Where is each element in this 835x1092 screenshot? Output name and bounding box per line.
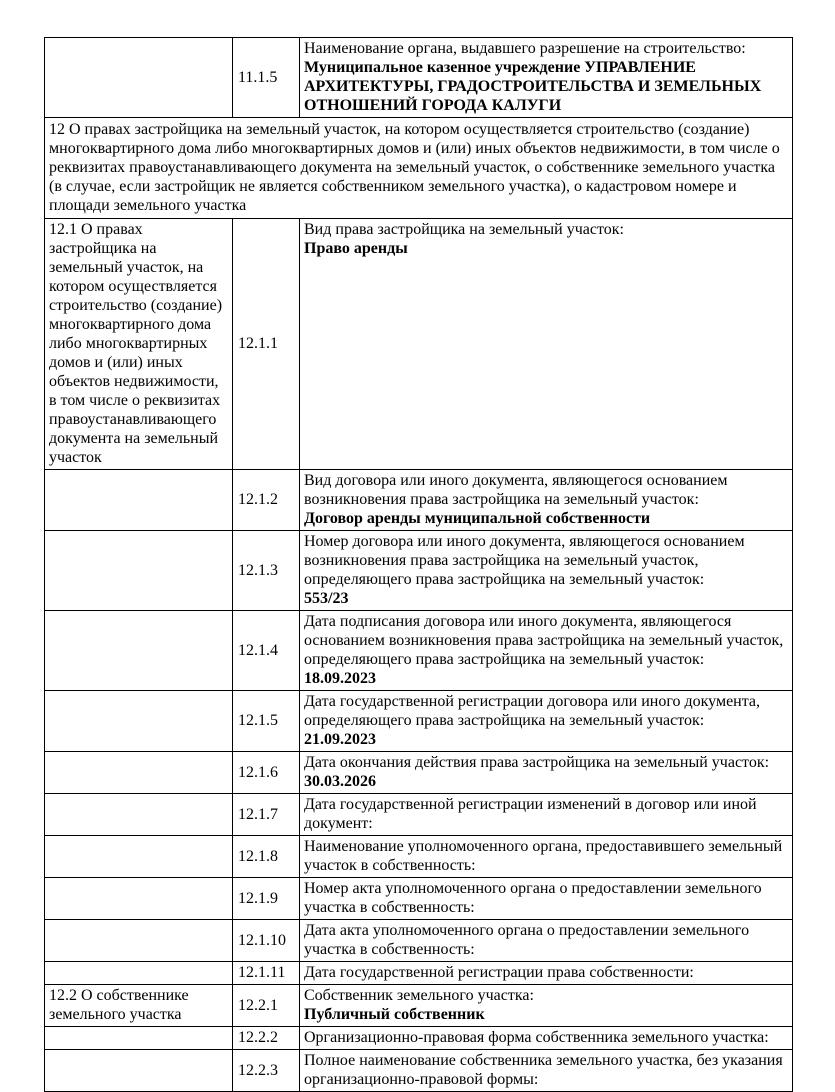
row-left-note: 12.2 О собственнике земельного участка	[45, 985, 233, 1027]
row-left-note: 12.1 О правах застройщика на земельный участок, на котором осуществляется строительство (создание) многоквартирного дома либо многоквартирных домов и (или) иных объектов недвижимости, в том числе о реквизитах правоустанавливающего документа на земельный участок	[45, 219, 233, 470]
row-left-note	[45, 38, 233, 118]
table-row	[45, 219, 793, 470]
table-row	[45, 794, 793, 836]
table-row	[45, 920, 793, 962]
row-left-note	[45, 962, 233, 985]
row-value: 553/23	[304, 590, 349, 607]
document-table	[44, 37, 793, 1092]
table-row	[45, 1027, 793, 1050]
row-number: 12.1.10	[233, 920, 300, 962]
row-label: Дата акта уполномоченного органа о предоставлении земельного участка в собственность:	[304, 922, 750, 958]
table-row	[45, 38, 793, 118]
row-number: 12.2.1	[233, 985, 300, 1027]
row-left-note	[45, 878, 233, 920]
row-number: 12.1.2	[233, 470, 300, 531]
row-label: Номер акта уполномоченного органа о предоставлении земельного участка в собственность:	[304, 880, 762, 916]
row-number: 12.1.11	[233, 962, 300, 985]
row-number: 12.1.5	[233, 691, 300, 752]
row-label: Дата окончания действия права застройщика на земельный участок:	[304, 754, 770, 771]
row-label: Наименование органа, выдавшего разрешение на строительство:	[304, 40, 746, 57]
row-left-note	[45, 920, 233, 962]
row-left-note	[45, 794, 233, 836]
row-value: 30.03.2026	[304, 773, 376, 790]
table-row	[45, 691, 793, 752]
row-left-note	[45, 1050, 233, 1092]
table-row	[45, 531, 793, 611]
row-number: 12.1.6	[233, 752, 300, 794]
row-label: Вид договора или иного документа, являющегося основанием возникновения права застройщика на земельный участок:	[304, 472, 728, 508]
row-value: 18.09.2023	[304, 670, 376, 687]
table-row	[45, 752, 793, 794]
row-number: 12.1.4	[233, 611, 300, 691]
row-left-note	[45, 691, 233, 752]
row-number: 12.2.3	[233, 1050, 300, 1092]
table-row	[45, 836, 793, 878]
row-label: Собственник земельного участка:	[304, 987, 534, 1004]
row-label: Дата государственной регистрации договора или иного документа, определяющего права застройщика на земельный участок:	[304, 693, 761, 729]
section-header: 12 О правах застройщика на земельный участок, на котором осуществляется строительство (создание) многоквартирного дома либо многоквартирных домов и (или) иных объектов недвижимости, в том числе о реквизитах правоустанавливающего документа на земельный участок, о собственнике земельного участка (в случае, если застройщик не является собственником земельного участка), о кадастровом номере и площади земельного участка	[45, 118, 793, 219]
row-value: 21.09.2023	[304, 731, 376, 748]
row-label: Наименование уполномоченного органа, предоставившего земельный участок в собственность:	[304, 838, 783, 874]
row-number: 12.1.8	[233, 836, 300, 878]
row-number: 12.1.9	[233, 878, 300, 920]
table-row	[45, 878, 793, 920]
row-label: Полное наименование собственника земельного участка, без указания организационно-правовой формы:	[304, 1052, 783, 1088]
row-label: Вид права застройщика на земельный участок:	[304, 221, 624, 238]
row-number: 12.1.3	[233, 531, 300, 611]
section-header-row	[45, 118, 793, 219]
table-row	[45, 470, 793, 531]
row-value: Муниципальное казенное учреждение УПРАВЛЕНИЕ АРХИТЕКТУРЫ, ГРАДОСТРОИТЕЛЬСТВА И ЗЕМЕЛЬНЫХ ОТНОШЕНИЙ ГОРОДА КАЛУГИ	[304, 59, 762, 114]
table-row	[45, 1050, 793, 1092]
row-number: 12.2.2	[233, 1027, 300, 1050]
table-row	[45, 962, 793, 985]
row-label: Дата государственной регистрации права собственности:	[304, 964, 694, 981]
row-label: Организационно-правовая форма собственника земельного участка:	[304, 1029, 769, 1046]
row-number: 12.1.1	[233, 219, 300, 470]
row-label: Дата подписания договора или иного документа, являющегося основанием возникновения права застройщика на земельный участок, определяющего права застройщика на земельный участок:	[304, 613, 784, 668]
row-left-note	[45, 611, 233, 691]
row-left-note	[45, 752, 233, 794]
table-row	[45, 985, 793, 1027]
row-label: Номер договора или иного документа, являющегося основанием возникновения права застройщика на земельный участок, определяющего права застройщика на земельный участок:	[304, 533, 745, 588]
row-number: 12.1.7	[233, 794, 300, 836]
row-value: Договор аренды муниципальной собственности	[304, 510, 651, 527]
row-value: Публичный собственник	[304, 1006, 485, 1023]
row-left-note	[45, 531, 233, 611]
row-value: Право аренды	[304, 240, 408, 257]
row-number: 11.1.5	[233, 38, 300, 118]
row-left-note	[45, 470, 233, 531]
table-row	[45, 611, 793, 691]
row-left-note	[45, 1027, 233, 1050]
row-left-note	[45, 836, 233, 878]
row-label: Дата государственной регистрации изменений в договор или иной документ:	[304, 796, 757, 832]
